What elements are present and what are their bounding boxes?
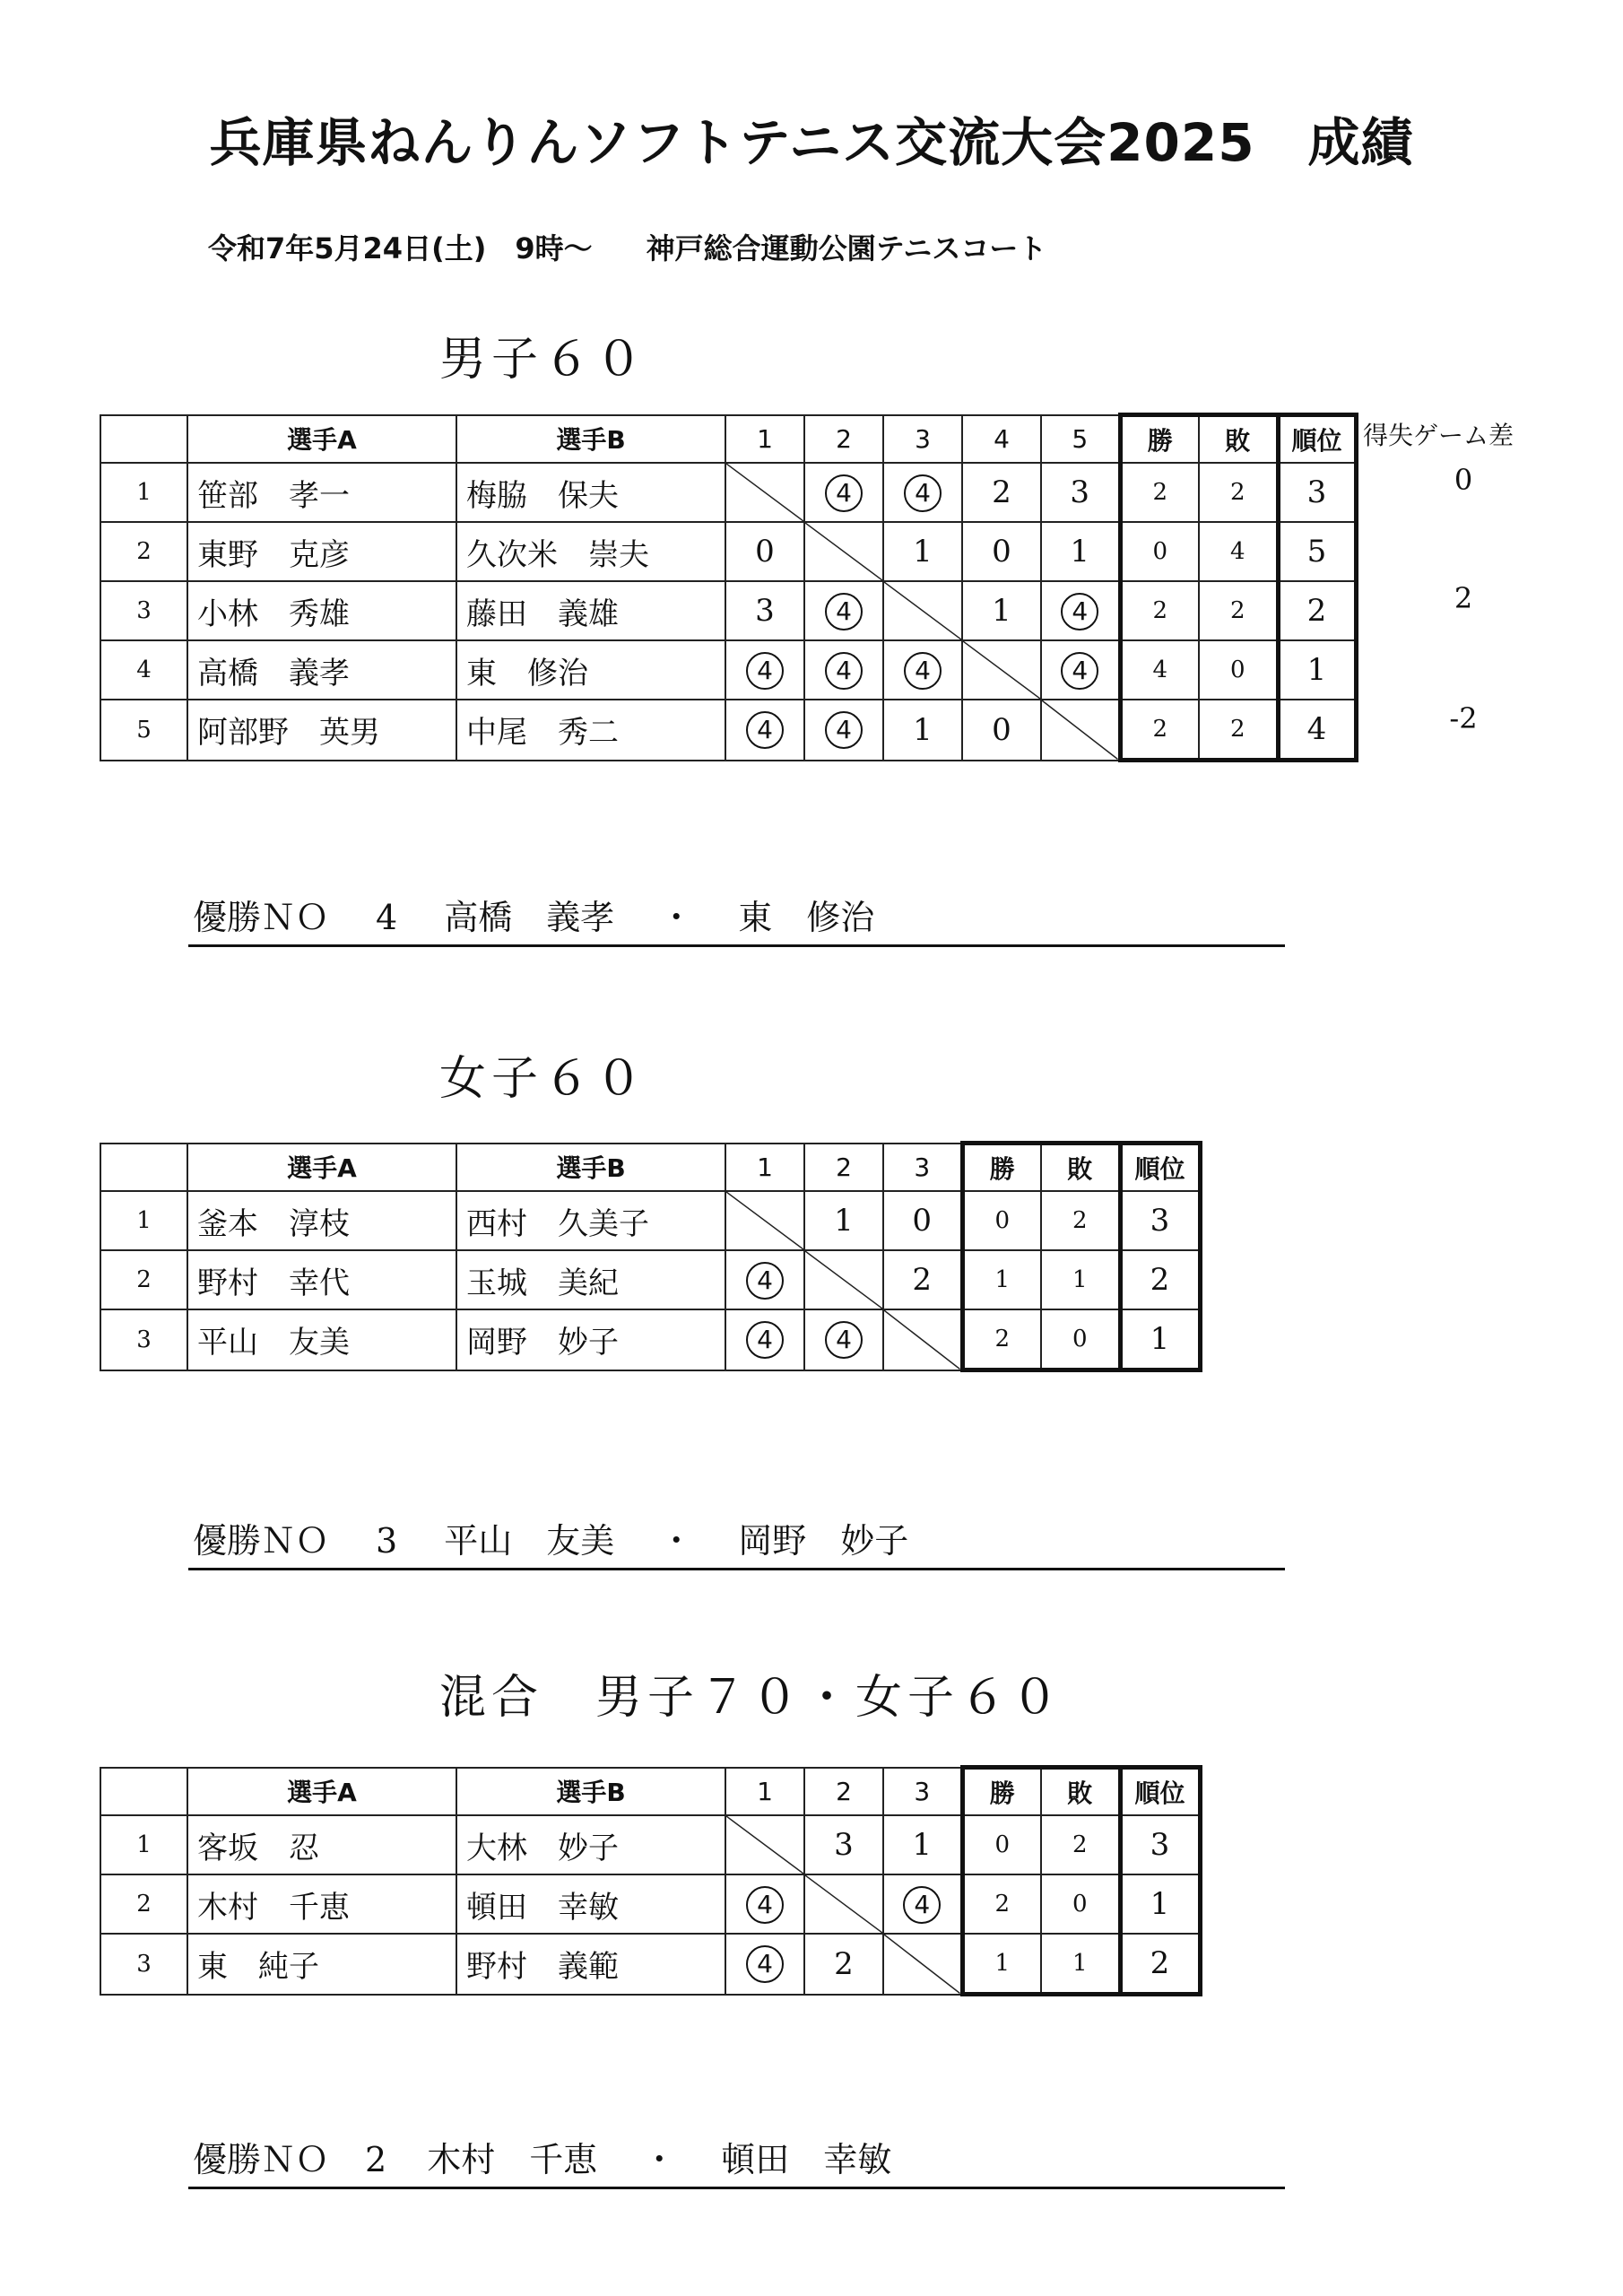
score-cell <box>1041 640 1120 700</box>
win-circle: 4 <box>746 1262 784 1300</box>
player-b: 岡野 妙子 <box>456 1309 725 1370</box>
winner-number: 2 <box>365 2140 387 2179</box>
header-opponent-4: 4 <box>962 415 1041 464</box>
diff-header: 得失ゲーム差 <box>1363 421 1515 450</box>
rank-value: 4 <box>1278 700 1356 761</box>
win-circle: 4 <box>904 652 942 690</box>
winner-player-b: 東 修治 <box>738 898 875 937</box>
table-row <box>100 1250 1200 1309</box>
header-opponent-1: 1 <box>725 1768 804 1816</box>
diagonal-cell <box>883 1309 962 1370</box>
score-cell <box>883 1874 962 1934</box>
row-number: 3 <box>100 581 187 640</box>
row-number: 4 <box>100 640 187 700</box>
loss-count: 2 <box>1199 700 1278 761</box>
loss-count: 0 <box>1199 640 1278 700</box>
row-number: 5 <box>100 700 187 761</box>
player-b: 野村 義範 <box>456 1934 725 1995</box>
row-number: 3 <box>100 1309 187 1370</box>
rank-value: 1 <box>1278 640 1356 700</box>
loss-count: 4 <box>1199 522 1278 581</box>
win-circle: 4 <box>746 711 784 749</box>
score-cell <box>804 700 883 761</box>
player-b: 頓田 幸敏 <box>456 1874 725 1934</box>
header-loss: 敗 <box>1041 1768 1120 1816</box>
winner-number: 4 <box>376 898 398 937</box>
win-circle: 4 <box>825 1321 863 1359</box>
table-row <box>100 1815 1200 1874</box>
player-a: 木村 千恵 <box>187 1874 456 1934</box>
page-title: 兵庫県ねんりんソフトテニス交流大会2025 成績 <box>209 112 1414 173</box>
rank-value: 3 <box>1120 1815 1200 1874</box>
player-a: 釜本 淳枝 <box>187 1191 456 1250</box>
score-cell: 3 <box>1041 463 1120 522</box>
score-cell <box>804 640 883 700</box>
row-number: 1 <box>100 463 187 522</box>
header-rank: 順位 <box>1120 1768 1200 1816</box>
row-number: 1 <box>100 1815 187 1874</box>
win-circle: 4 <box>904 474 942 512</box>
header-player-a: 選手A <box>187 415 456 464</box>
header-opponent-2: 2 <box>804 415 883 464</box>
score-cell: 1 <box>962 581 1041 640</box>
player-b: 西村 久美子 <box>456 1191 725 1250</box>
win-circle: 4 <box>825 474 863 512</box>
rank-value: 3 <box>1120 1191 1200 1250</box>
win-circle: 4 <box>825 711 863 749</box>
header-loss: 敗 <box>1199 415 1278 464</box>
section-title-men60: 男子６０ <box>439 333 648 387</box>
header-player-b: 選手B <box>456 1768 725 1816</box>
player-b: 中尾 秀二 <box>456 700 725 761</box>
loss-count: 1 <box>1041 1934 1120 1995</box>
win-circle: 4 <box>825 652 863 690</box>
rank-value: 5 <box>1278 522 1356 581</box>
row-number: 1 <box>100 1191 187 1250</box>
header-opponent-5: 5 <box>1041 415 1120 464</box>
win-count: 2 <box>962 1874 1041 1934</box>
header-player-a: 選手A <box>187 1144 456 1192</box>
loss-count: 2 <box>1041 1815 1120 1874</box>
header-index <box>100 415 187 464</box>
winner-player-b: 頓田 幸敏 <box>721 2140 892 2179</box>
winner-player-b: 岡野 妙子 <box>738 1521 909 1561</box>
player-a: 小林 秀雄 <box>187 581 456 640</box>
rank-value: 2 <box>1120 1250 1200 1309</box>
win-circle: 4 <box>746 652 784 690</box>
winner-line-women60 <box>188 1513 1285 1570</box>
win-count: 2 <box>1120 463 1199 522</box>
header-opponent-1: 1 <box>725 1144 804 1192</box>
win-circle: 4 <box>746 1321 784 1359</box>
player-a: 笹部 孝一 <box>187 463 456 522</box>
score-cell <box>725 1250 804 1309</box>
win-circle: 4 <box>903 1886 941 1924</box>
score-cell: 2 <box>883 1250 962 1309</box>
header-opponent-2: 2 <box>804 1768 883 1816</box>
score-cell: 3 <box>804 1815 883 1874</box>
table-row <box>100 581 1356 640</box>
table-row <box>100 522 1356 581</box>
win-count: 2 <box>1120 700 1199 761</box>
score-cell: 1 <box>883 522 962 581</box>
header-index <box>100 1768 187 1816</box>
header-opponent-3: 3 <box>883 415 962 464</box>
win-count: 4 <box>1120 640 1199 700</box>
score-cell <box>1041 581 1120 640</box>
diagonal-cell <box>804 1250 883 1309</box>
loss-count: 0 <box>1041 1309 1120 1370</box>
table-row <box>100 1874 1200 1934</box>
player-a: 高橋 義孝 <box>187 640 456 700</box>
diagonal-cell <box>883 1934 962 1995</box>
diagonal-cell <box>962 640 1041 700</box>
table-row <box>100 1309 1200 1370</box>
score-cell <box>725 640 804 700</box>
header-opponent-1: 1 <box>725 415 804 464</box>
diagonal-cell <box>804 1874 883 1934</box>
win-count: 0 <box>1120 522 1199 581</box>
table-row <box>100 463 1356 522</box>
row-number: 2 <box>100 1250 187 1309</box>
win-circle: 4 <box>825 593 863 631</box>
winner-player-a: 木村 千恵 <box>427 2140 598 2179</box>
score-cell: 1 <box>1041 522 1120 581</box>
diagonal-cell <box>725 463 804 522</box>
player-b: 大林 妙子 <box>456 1815 725 1874</box>
score-cell: 2 <box>962 463 1041 522</box>
score-cell: 1 <box>804 1191 883 1250</box>
win-count: 1 <box>962 1934 1041 1995</box>
winner-player-a: 高橋 義孝 <box>444 898 615 937</box>
header-player-b: 選手B <box>456 1144 725 1192</box>
player-a: 東 純子 <box>187 1934 456 1995</box>
score-cell: 1 <box>883 1815 962 1874</box>
player-a: 平山 友美 <box>187 1309 456 1370</box>
win-circle: 4 <box>746 1945 784 1983</box>
header-player-a: 選手A <box>187 1768 456 1816</box>
score-cell <box>883 640 962 700</box>
diff-value-3: 2 <box>1454 581 1473 615</box>
loss-count: 2 <box>1041 1191 1120 1250</box>
score-cell: 1 <box>883 700 962 761</box>
winner-player-a: 平山 友美 <box>444 1521 615 1561</box>
player-a: 阿部野 英男 <box>187 700 456 761</box>
score-cell <box>804 1309 883 1370</box>
score-cell <box>883 463 962 522</box>
table-row <box>100 640 1356 700</box>
header-rank: 順位 <box>1278 415 1356 464</box>
score-cell: 0 <box>962 522 1041 581</box>
header-win: 勝 <box>962 1144 1041 1192</box>
loss-count: 0 <box>1041 1874 1120 1934</box>
win-count: 1 <box>962 1250 1041 1309</box>
score-cell <box>725 1874 804 1934</box>
table-row <box>100 1934 1200 1995</box>
player-a: 客坂 忍 <box>187 1815 456 1874</box>
event-date: 令和7年5月24日(土) 9時～ <box>208 231 593 265</box>
score-cell: 3 <box>725 581 804 640</box>
player-b: 梅脇 保夫 <box>456 463 725 522</box>
section-title-women60: 女子６０ <box>439 1052 648 1106</box>
winner-label: 優勝ＮＯ <box>193 898 330 937</box>
row-number: 2 <box>100 522 187 581</box>
rank-value: 1 <box>1120 1874 1200 1934</box>
loss-count: 2 <box>1199 581 1278 640</box>
header-loss: 敗 <box>1041 1144 1120 1192</box>
score-cell <box>725 1309 804 1370</box>
diff-value-5: -2 <box>1449 701 1478 735</box>
win-circle: 4 <box>1061 652 1098 690</box>
header-index <box>100 1144 187 1192</box>
women60-table <box>100 1141 1202 1372</box>
winner-label: 優勝ＮＯ <box>193 1521 330 1561</box>
diagonal-cell <box>725 1815 804 1874</box>
rank-value: 2 <box>1278 581 1356 640</box>
win-count: 0 <box>962 1815 1041 1874</box>
diagonal-cell <box>725 1191 804 1250</box>
table-row <box>100 700 1356 761</box>
player-b: 久次米 崇夫 <box>456 522 725 581</box>
winner-separator: ・ <box>659 1521 694 1561</box>
winner-line-men60 <box>188 890 1285 947</box>
win-circle: 4 <box>1061 593 1098 631</box>
header-win: 勝 <box>1120 415 1199 464</box>
row-number: 3 <box>100 1934 187 1995</box>
rank-value: 2 <box>1120 1934 1200 1995</box>
score-cell <box>725 1934 804 1995</box>
diff-value-1: 0 <box>1454 463 1473 497</box>
diagonal-cell <box>1041 700 1120 761</box>
score-cell: 2 <box>804 1934 883 1995</box>
header-opponent-2: 2 <box>804 1144 883 1192</box>
player-b: 東 修治 <box>456 640 725 700</box>
header-rank: 順位 <box>1120 1144 1200 1192</box>
rank-value: 3 <box>1278 463 1356 522</box>
winner-separator: ・ <box>659 898 694 937</box>
diagonal-cell <box>804 522 883 581</box>
score-cell <box>804 463 883 522</box>
event-venue: 神戸総合運動公園テニスコート <box>646 231 1047 265</box>
player-a: 東野 克彦 <box>187 522 456 581</box>
header-player-b: 選手B <box>456 415 725 464</box>
table-row <box>100 1191 1200 1250</box>
player-a: 野村 幸代 <box>187 1250 456 1309</box>
winner-number: 3 <box>376 1521 398 1561</box>
score-cell <box>804 581 883 640</box>
player-b: 藤田 義雄 <box>456 581 725 640</box>
winner-label: 優勝ＮＯ <box>193 2140 330 2179</box>
win-count: 2 <box>1120 581 1199 640</box>
header-win: 勝 <box>962 1768 1041 1816</box>
score-cell: 0 <box>725 522 804 581</box>
win-count: 0 <box>962 1191 1041 1250</box>
event-info <box>208 226 1046 267</box>
winner-line-mixed <box>188 2132 1285 2189</box>
diagonal-cell <box>883 581 962 640</box>
loss-count: 2 <box>1199 463 1278 522</box>
section-title-mixed: 混合 男子７０・女子６０ <box>439 1671 1064 1725</box>
player-b: 玉城 美紀 <box>456 1250 725 1309</box>
men60-table <box>100 413 1358 762</box>
header-opponent-3: 3 <box>883 1144 962 1192</box>
win-circle: 4 <box>746 1886 784 1924</box>
mixed-table <box>100 1765 1202 1996</box>
winner-separator: ・ <box>642 2140 677 2179</box>
score-cell: 0 <box>962 700 1041 761</box>
rank-value: 1 <box>1120 1309 1200 1370</box>
score-cell <box>725 700 804 761</box>
header-opponent-3: 3 <box>883 1768 962 1816</box>
win-count: 2 <box>962 1309 1041 1370</box>
score-cell: 0 <box>883 1191 962 1250</box>
row-number: 2 <box>100 1874 187 1934</box>
loss-count: 1 <box>1041 1250 1120 1309</box>
